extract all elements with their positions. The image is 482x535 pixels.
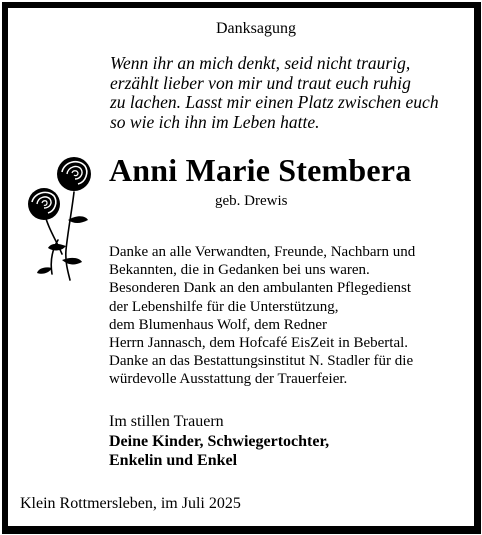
mourners-signature xyxy=(109,412,329,471)
thanks-line: würdevolle Ausstattung der Trauerfeier. xyxy=(109,371,348,388)
poem-line: erzählt lieber von mir und traut euch ruhig xyxy=(110,72,411,93)
thanks-line: dem Blumenhaus Wolf, dem Redner xyxy=(109,316,328,333)
notice-heading: Danksagung xyxy=(216,20,296,37)
thanks-line: der Lebenshilfe für die Unterstützung, xyxy=(109,298,339,315)
family-line: Deine Kinder, Schwiegertochter, xyxy=(109,432,330,450)
thanks-line: Besonderen Dank an den ambulanten Pflegedienst xyxy=(109,280,411,297)
family-line: Enkelin und Enkel xyxy=(109,452,238,469)
poem xyxy=(110,54,470,132)
thanks-text xyxy=(109,243,469,389)
deceased-name: Anni Marie Stembera xyxy=(109,152,412,188)
thanks-line: Bekannten, die in Gedanken bei uns waren. xyxy=(109,262,370,279)
place-date: Klein Rottmersleben, im Juli 2025 xyxy=(20,495,241,512)
poem-line: so wie ich ihn im Leben hatte. xyxy=(110,111,320,132)
thanks-line: Herrn Jannasch, dem Hofcafé EisZeit in Bebertal. xyxy=(109,335,409,352)
thanks-line: Danke an alle Verwandten, Freunde, Nachbarn und xyxy=(109,244,416,260)
thanks-line: Danke an das Bestattungsinstitut N. Stadler für die xyxy=(109,353,414,370)
birth-name: geb. Drewis xyxy=(215,193,288,209)
poem-line: Wenn ihr an mich denkt, seid nicht traurig, xyxy=(110,53,411,73)
poem-line: zu lachen. Lasst mir einen Platz zwischen euch xyxy=(110,92,439,112)
roses-icon xyxy=(22,150,102,285)
mourning-intro: Im stillen Trauern xyxy=(109,413,224,430)
